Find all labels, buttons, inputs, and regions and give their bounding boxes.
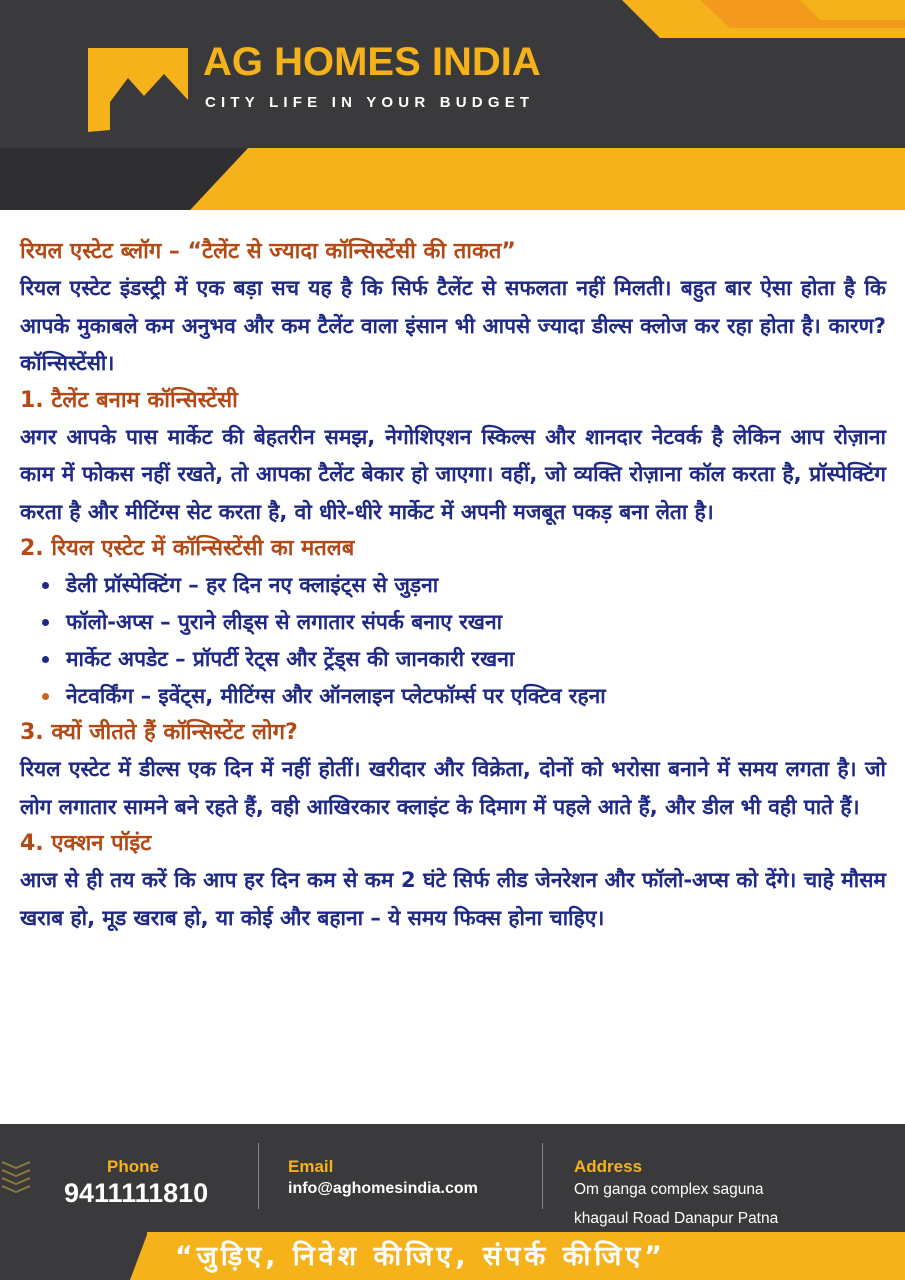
section-heading-action-point: 4. एक्शन पॉइंट	[20, 831, 152, 856]
list-item	[42, 604, 886, 641]
brand-tagline: CITY LIFE IN YOUR BUDGET	[205, 94, 535, 111]
header-banner	[0, 0, 905, 210]
chevron-pattern-icon	[0, 1158, 34, 1194]
list-item	[42, 567, 886, 604]
section-text-action-point: आज से ही तय करें कि आप हर दिन कम से कम 2 घंटे सिर्फ लीड जेनरेशन और फॉलो-अप्स को देंगे। चाहे मौसम खराब हो, मूड खराब हो, या कोई और बहाना – ये समय फिक्स होना चाहिए।	[20, 868, 886, 930]
address-label: Address	[574, 1157, 643, 1176]
footer-divider	[542, 1143, 543, 1209]
consistency-bullet-list	[20, 567, 886, 715]
bullet-icon	[42, 693, 49, 700]
email-label: Email	[288, 1157, 334, 1176]
section-text-why-consistent-win: रियल एस्टेट में डील्स एक दिन में नहीं होतीं। खरीदार और विक्रेता, दोनों को भरोसा बनाने में समय लगता है। जो लोग लगातार सामने बने रहते हैं, वही आखिरकार क्लाइंट के दिमाग में पहले आते हैं, और डील भी वही पाते हैं।	[20, 757, 886, 819]
article-title: रियल एस्टेट ब्लॉग – “टैलेंट से ज्यादा कॉन्सिस्टेंसी की ताकत”	[20, 239, 516, 264]
article-intro: रियल एस्टेट इंडस्ट्री में एक बड़ा सच यह है कि सिर्फ टैलेंट से सफलता नहीं मिलती। बहुत बार ऐसा होता है कि आपके मुकाबले कम अनुभव और कम टैलेंट वाला इंसान भी आपसे ज्यादा डील्स क्लोज कर रहा होता है। कारण? कॉन्सिस्टेंसी।	[20, 276, 886, 375]
address-line-2: khagaul Road Danapur Patna	[574, 1210, 779, 1227]
section-text-talent-vs-consistency: अगर आपके पास मार्केट की बेहतरीन समझ, नेगोशिएशन स्किल्स और शानदार नेटवर्क है लेकिन आप रोज़ाना काम में फोकस नहीं रखते, तो आपका टैलेंट बेकार हो जाएगा। वहीं, जो व्यक्ति रोज़ाना कॉल करता है, प्रॉस्पेक्टिंग करता है और मीटिंग्स सेट करता है, वो धीरे-धीरे मार्केट में अपनी मजबूत पकड़ बना लेता है।	[20, 424, 886, 524]
section-heading-consistency-meaning: 2. रियल एस्टेट में कॉन्सिस्टेंसी का मतलब	[20, 536, 355, 561]
house-logo-icon	[88, 44, 188, 132]
email-address[interactable]: info@aghomesindia.com	[288, 1180, 478, 1197]
phone-label: Phone	[107, 1157, 159, 1176]
bullet-icon	[42, 619, 49, 626]
brand-name: AG HOMES INDIA	[203, 40, 541, 84]
phone-number[interactable]: 9411111810	[64, 1178, 209, 1208]
list-item	[42, 641, 886, 678]
bullet-icon	[42, 582, 49, 589]
list-item-text: फॉलो-अप्स – पुराने लीड्स से लगातार संपर्क बनाए रखना	[66, 610, 503, 634]
address-line-1: Om ganga complex saguna	[574, 1181, 764, 1198]
slogan-text: “जुड़िए, निवेश कीजिए, संपर्क कीजिए”	[175, 1241, 667, 1272]
section-heading-why-consistent-win: 3. क्यों जीतते हैं कॉन्सिस्टेंट लोग?	[20, 720, 298, 745]
list-item-text: मार्केट अपडेट – प्रॉपर्टी रेट्स और ट्रेंड्स की जानकारी रखना	[66, 647, 515, 671]
list-item-text: नेटवर्किंग – इवेंट्स, मीटिंग्स और ऑनलाइन प्लेटफॉर्म्स पर एक्टिव रहना	[66, 684, 606, 708]
section-heading-talent-vs-consistency: 1. टैलेंट बनाम कॉन्सिस्टेंसी	[20, 387, 238, 413]
footer-divider	[258, 1143, 259, 1209]
bullet-icon	[42, 656, 49, 663]
list-item	[42, 678, 886, 715]
article-body	[20, 234, 886, 937]
list-item-text: डेली प्रॉस्पेक्टिंग – हर दिन नए क्लाइंट्स से जुड़ना	[66, 573, 439, 597]
slogan-bar-edge	[0, 1232, 170, 1280]
